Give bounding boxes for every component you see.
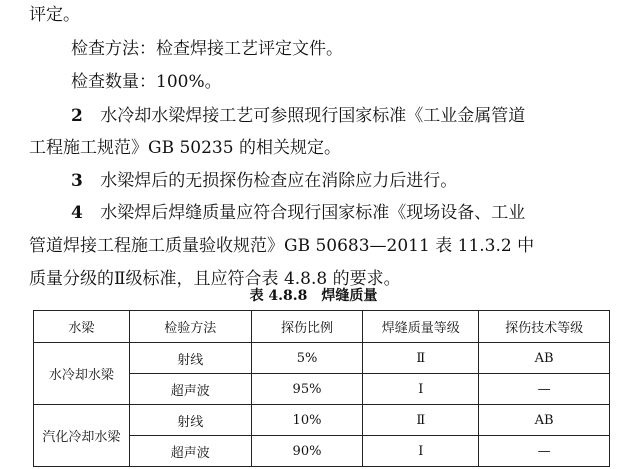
text-line-7	[29, 235, 534, 257]
method-cell: 射线	[129, 343, 251, 374]
grade-cell: Ⅰ	[363, 436, 479, 467]
header-grade: 焊缝质量等级	[363, 311, 479, 343]
inspection-quantity-text: 检查数量：100%。	[71, 72, 222, 92]
method-cell: 射线	[129, 405, 251, 436]
header-beam: 水梁	[34, 311, 130, 343]
item-4-continuation-1: 管道焊接工程施工质量验收规范》GB 50683—2011 表 11.3.2 中	[29, 236, 535, 256]
table-row	[34, 343, 610, 374]
tech-cell: —	[479, 436, 610, 467]
text-line-0	[29, 4, 80, 26]
ratio-cell: 90%	[251, 436, 363, 467]
beam-group-water-cooled: 水冷却水梁	[34, 343, 130, 405]
weld-quality-table	[33, 310, 610, 467]
item-number-3: 3	[71, 171, 83, 191]
text-line-4	[29, 137, 341, 159]
item-number-4: 4	[71, 203, 83, 223]
grade-cell: Ⅰ	[363, 374, 479, 405]
table-row	[34, 405, 610, 436]
tech-cell: —	[479, 374, 610, 405]
inspection-method-text: 检查方法：检查焊接工艺评定文件。	[71, 39, 343, 59]
text-line-2	[71, 71, 222, 93]
grade-cell: Ⅱ	[363, 405, 479, 436]
item-2-text: 水冷却水梁焊接工艺可参照现行国家标准《工业金属管道	[100, 106, 526, 126]
ratio-cell: 5%	[251, 343, 363, 374]
beam-group-vapor-cooled: 汽化冷却水梁	[34, 405, 130, 467]
item-2-continuation: 工程施工规范》GB 50235 的相关规定。	[29, 138, 341, 158]
grade-cell: Ⅱ	[363, 343, 479, 374]
ratio-cell: 10%	[251, 405, 363, 436]
header-ratio: 探伤比例	[251, 311, 363, 343]
method-cell: 超声波	[129, 374, 251, 405]
tech-cell: AB	[479, 343, 610, 374]
tech-cell: AB	[479, 405, 610, 436]
item-4-continuation-2: 质量分级的Ⅱ级标准，且应符合表 4.8.8 的要求。	[29, 269, 401, 289]
header-method: 检验方法	[129, 311, 251, 343]
text-line-6	[71, 202, 525, 224]
header-tech-level: 探伤技术等级	[479, 311, 610, 343]
table-header-row	[34, 311, 610, 343]
item-4-text: 水梁焊后焊缝质量应符合现行国家标准《现场设备、工业	[100, 203, 526, 223]
item-3-text: 水梁焊后的无损探伤检查应在消除应力后进行。	[100, 171, 458, 191]
text-line-5	[71, 170, 457, 192]
method-cell: 超声波	[129, 436, 251, 467]
paragraph-continuation: 评定。	[29, 5, 80, 25]
ratio-cell: 95%	[251, 374, 363, 405]
text-line-1	[71, 38, 343, 60]
item-number-2: 2	[71, 106, 83, 126]
table-caption: 表 4.8.8 焊缝质量	[249, 288, 378, 304]
text-line-3	[71, 105, 525, 127]
